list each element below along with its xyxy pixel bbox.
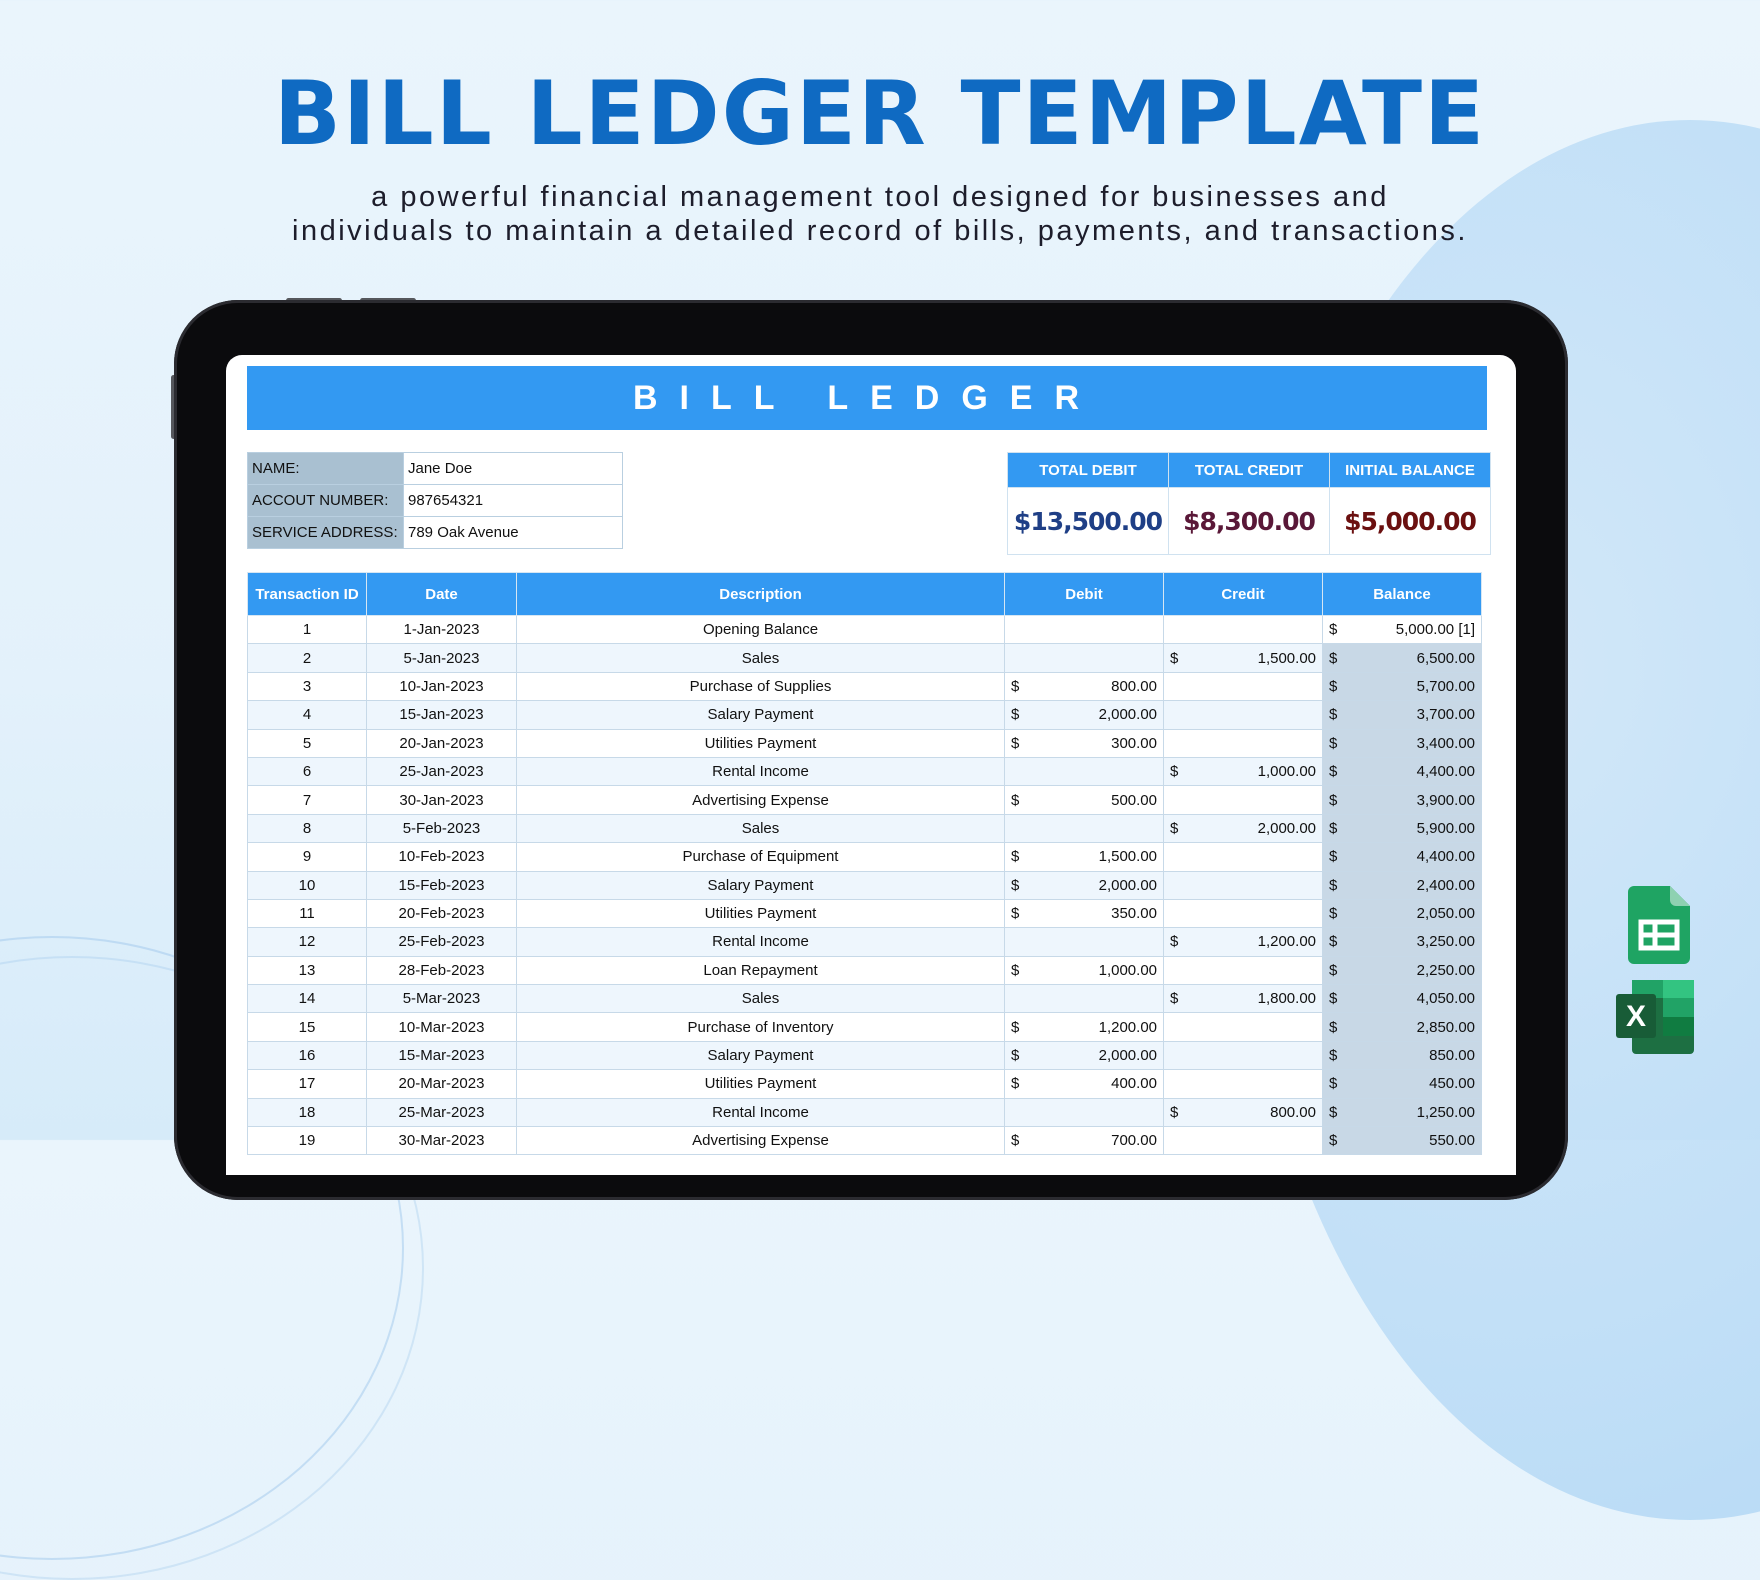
google-sheets-icon[interactable] [1628, 886, 1690, 964]
transaction-date[interactable]: 25-Jan-2023 [367, 757, 517, 785]
currency-symbol: $ [1329, 961, 1338, 979]
transaction-description[interactable]: Purchase of Equipment [517, 843, 1005, 871]
currency-symbol: $ [1329, 1018, 1338, 1036]
info-row [248, 485, 623, 517]
subtitle-line-2: individuals to maintain a detailed record of bills, payments, and transactions. [292, 215, 1468, 247]
currency-symbol: $ [1329, 819, 1338, 837]
transaction-description[interactable]: Purchase of Supplies [517, 672, 1005, 700]
transaction-date[interactable]: 5-Jan-2023 [367, 644, 517, 672]
amount-cell[interactable] [1323, 1127, 1482, 1155]
amount-cell[interactable] [1005, 1127, 1164, 1155]
transaction-id[interactable]: 18 [248, 1098, 367, 1126]
amount-value: 550.00 [1429, 1132, 1475, 1150]
amount-cell[interactable] [1323, 1013, 1482, 1041]
amount-value: 1,000.00 [1257, 763, 1316, 781]
table-row [248, 616, 1482, 644]
empty-cell[interactable] [1164, 786, 1323, 814]
transaction-id[interactable]: 4 [248, 701, 367, 729]
column-header[interactable]: Transaction ID [248, 573, 367, 616]
transaction-date[interactable]: 30-Jan-2023 [367, 786, 517, 814]
transaction-date[interactable]: 1-Jan-2023 [367, 616, 517, 644]
amount-value: 4,050.00 [1416, 990, 1475, 1008]
amount-cell[interactable] [1164, 1098, 1323, 1126]
amount-value: 850.00 [1429, 1047, 1475, 1065]
transaction-date[interactable]: 15-Jan-2023 [367, 701, 517, 729]
ledger-table [247, 572, 1482, 1155]
currency-symbol: $ [1329, 1075, 1338, 1093]
total-label: INITIAL BALANCE [1330, 453, 1491, 488]
transaction-description[interactable]: Advertising Expense [517, 1127, 1005, 1155]
amount-value: 3,700.00 [1416, 706, 1475, 724]
page-title: BILL LEDGER TEMPLATE [273, 62, 1487, 165]
column-header[interactable]: Debit [1005, 573, 1164, 616]
transaction-date[interactable]: 20-Feb-2023 [367, 899, 517, 927]
empty-cell[interactable] [1005, 644, 1164, 672]
column-header[interactable]: Description [517, 573, 1005, 616]
transaction-description[interactable]: Utilities Payment [517, 729, 1005, 757]
currency-symbol: $ [1011, 791, 1020, 809]
amount-cell[interactable] [1005, 1070, 1164, 1098]
transaction-description[interactable]: Sales [517, 985, 1005, 1013]
amount-cell[interactable] [1323, 701, 1482, 729]
currency-symbol: $ [1011, 706, 1020, 724]
currency-symbol: $ [1329, 763, 1338, 781]
currency-symbol: $ [1011, 1047, 1020, 1065]
amount-cell[interactable] [1323, 985, 1482, 1013]
transaction-id[interactable]: 8 [248, 814, 367, 842]
amount-value: 350.00 [1111, 905, 1157, 923]
transaction-id[interactable]: 7 [248, 786, 367, 814]
amount-cell[interactable] [1005, 843, 1164, 871]
transaction-id[interactable]: 11 [248, 899, 367, 927]
column-header[interactable]: Date [367, 573, 517, 616]
currency-symbol: $ [1170, 649, 1179, 667]
amount-value: 800.00 [1111, 677, 1157, 695]
amount-cell[interactable] [1323, 899, 1482, 927]
amount-cell[interactable] [1323, 672, 1482, 700]
table-row [248, 1127, 1482, 1155]
currency-symbol: $ [1170, 1103, 1179, 1121]
amount-value: 1,000.00 [1098, 961, 1157, 979]
currency-symbol: $ [1329, 905, 1338, 923]
column-header[interactable]: Credit [1164, 573, 1323, 616]
transaction-description[interactable]: Salary Payment [517, 1041, 1005, 1069]
amount-value: 2,000.00 [1098, 706, 1157, 724]
amount-value: 1,800.00 [1257, 990, 1316, 1008]
currency-symbol: $ [1011, 848, 1020, 866]
amount-value: 6,500.00 [1416, 649, 1475, 667]
transaction-description[interactable]: Rental Income [517, 928, 1005, 956]
currency-symbol: $ [1329, 621, 1338, 639]
transaction-id[interactable]: 17 [248, 1070, 367, 1098]
currency-symbol: $ [1329, 706, 1338, 724]
empty-cell[interactable] [1164, 843, 1323, 871]
amount-cell[interactable] [1005, 672, 1164, 700]
amount-value: 4,400.00 [1416, 848, 1475, 866]
empty-cell[interactable] [1164, 701, 1323, 729]
transaction-id[interactable]: 3 [248, 672, 367, 700]
currency-symbol: $ [1011, 905, 1020, 923]
currency-symbol: $ [1329, 649, 1338, 667]
table-row [248, 1070, 1482, 1098]
amount-cell[interactable] [1005, 1041, 1164, 1069]
currency-symbol: $ [1329, 677, 1338, 695]
empty-cell[interactable] [1164, 1013, 1323, 1041]
amount-value: 1,200.00 [1257, 933, 1316, 951]
page-subtitle [0, 180, 1760, 248]
amount-value: 1,200.00 [1098, 1018, 1157, 1036]
account-info-table [247, 452, 623, 549]
transaction-description[interactable]: Loan Repayment [517, 956, 1005, 984]
table-row [248, 701, 1482, 729]
currency-symbol: $ [1011, 1075, 1020, 1093]
currency-symbol: $ [1011, 961, 1020, 979]
transaction-description[interactable]: Sales [517, 814, 1005, 842]
transaction-id[interactable]: 5 [248, 729, 367, 757]
currency-symbol: $ [1329, 933, 1338, 951]
amount-cell[interactable] [1323, 956, 1482, 984]
spreadsheet-screen [226, 355, 1516, 1175]
transaction-date[interactable]: 25-Feb-2023 [367, 928, 517, 956]
amount-cell[interactable] [1005, 899, 1164, 927]
transaction-date[interactable]: 15-Mar-2023 [367, 1041, 517, 1069]
excel-glyph: X [1625, 1000, 1647, 1033]
microsoft-excel-icon[interactable] [1616, 980, 1694, 1054]
transaction-id[interactable]: 15 [248, 1013, 367, 1041]
table-row [248, 729, 1482, 757]
transaction-date[interactable]: 10-Jan-2023 [367, 672, 517, 700]
amount-cell[interactable] [1164, 757, 1323, 785]
amount-cell[interactable] [1323, 786, 1482, 814]
transaction-id[interactable]: 1 [248, 616, 367, 644]
amount-cell[interactable] [1164, 644, 1323, 672]
empty-cell[interactable] [1164, 1127, 1323, 1155]
transaction-date[interactable]: 5-Feb-2023 [367, 814, 517, 842]
transaction-id[interactable]: 13 [248, 956, 367, 984]
currency-symbol: $ [1011, 876, 1020, 894]
transaction-description[interactable]: Utilities Payment [517, 899, 1005, 927]
amount-cell[interactable] [1323, 757, 1482, 785]
amount-value: 400.00 [1111, 1075, 1157, 1093]
amount-cell[interactable] [1323, 644, 1482, 672]
currency-symbol: $ [1329, 1132, 1338, 1150]
amount-cell[interactable] [1164, 814, 1323, 842]
empty-cell[interactable] [1005, 616, 1164, 644]
amount-cell[interactable] [1323, 814, 1482, 842]
empty-cell[interactable] [1005, 757, 1164, 785]
info-value[interactable]: 987654321 [404, 485, 623, 517]
transaction-id[interactable]: 12 [248, 928, 367, 956]
transaction-id[interactable]: 9 [248, 843, 367, 871]
info-label: SERVICE ADDRESS: [248, 517, 404, 549]
currency-symbol: $ [1170, 819, 1179, 837]
currency-symbol: $ [1329, 1047, 1338, 1065]
transaction-description[interactable]: Rental Income [517, 757, 1005, 785]
amount-value: 2,850.00 [1416, 1018, 1475, 1036]
transaction-description[interactable]: Opening Balance [517, 616, 1005, 644]
total-label: TOTAL DEBIT [1008, 453, 1169, 488]
currency-symbol: $ [1011, 734, 1020, 752]
amount-value: 3,400.00 [1416, 734, 1475, 752]
amount-cell[interactable] [1164, 928, 1323, 956]
total-label: TOTAL CREDIT [1169, 453, 1330, 488]
currency-symbol: $ [1329, 990, 1338, 1008]
amount-cell[interactable] [1005, 871, 1164, 899]
empty-cell[interactable] [1164, 956, 1323, 984]
totals-table [1007, 452, 1491, 555]
amount-value: 5,000.00 [1395, 621, 1455, 639]
table-row [248, 814, 1482, 842]
empty-cell[interactable] [1164, 1041, 1323, 1069]
table-row [248, 1098, 1482, 1126]
table-row [248, 928, 1482, 956]
amount-value: 4,400.00 [1416, 763, 1475, 781]
transaction-date[interactable]: 5-Mar-2023 [367, 985, 517, 1013]
table-row [248, 786, 1482, 814]
empty-cell[interactable] [1164, 899, 1323, 927]
table-row [248, 1041, 1482, 1069]
total-value[interactable]: $8,300.00 [1169, 488, 1330, 555]
currency-symbol: $ [1329, 791, 1338, 809]
transaction-description[interactable]: Utilities Payment [517, 1070, 1005, 1098]
balance-note: [1] [1458, 621, 1475, 639]
total-value[interactable]: $5,000.00 [1330, 488, 1491, 555]
amount-value: 2,050.00 [1416, 905, 1475, 923]
transaction-description[interactable]: Sales [517, 644, 1005, 672]
table-row [248, 843, 1482, 871]
table-row [248, 956, 1482, 984]
currency-symbol: $ [1011, 677, 1020, 695]
currency-symbol: $ [1329, 848, 1338, 866]
table-row [248, 871, 1482, 899]
transaction-id[interactable]: 6 [248, 757, 367, 785]
transaction-id[interactable]: 14 [248, 985, 367, 1013]
amount-value: 450.00 [1429, 1075, 1475, 1093]
info-value[interactable]: 789 Oak Avenue [404, 517, 623, 549]
amount-cell[interactable] [1005, 1013, 1164, 1041]
amount-cell[interactable] [1005, 786, 1164, 814]
info-row [248, 453, 623, 485]
amount-cell[interactable] [1005, 701, 1164, 729]
amount-cell[interactable] [1323, 843, 1482, 871]
currency-symbol: $ [1329, 876, 1338, 894]
transaction-id[interactable]: 2 [248, 644, 367, 672]
amount-cell[interactable] [1005, 729, 1164, 757]
amount-value: 1,250.00 [1416, 1103, 1475, 1121]
transaction-date[interactable]: 25-Mar-2023 [367, 1098, 517, 1126]
amount-cell[interactable] [1323, 1070, 1482, 1098]
amount-value: 2,250.00 [1416, 961, 1475, 979]
amount-cell[interactable] [1323, 729, 1482, 757]
amount-value: 2,000.00 [1257, 819, 1316, 837]
amount-value: 2,000.00 [1098, 876, 1157, 894]
amount-value: 1,500.00 [1098, 848, 1157, 866]
column-header[interactable]: Balance [1323, 573, 1482, 616]
empty-cell[interactable] [1005, 928, 1164, 956]
transaction-date[interactable]: 10-Mar-2023 [367, 1013, 517, 1041]
transaction-description[interactable]: Advertising Expense [517, 786, 1005, 814]
currency-symbol: $ [1011, 1132, 1020, 1150]
empty-cell[interactable] [1164, 871, 1323, 899]
empty-cell[interactable] [1164, 672, 1323, 700]
transaction-description[interactable]: Rental Income [517, 1098, 1005, 1126]
amount-value: 2,000.00 [1098, 1047, 1157, 1065]
empty-cell[interactable] [1005, 814, 1164, 842]
total-value[interactable]: $13,500.00 [1008, 488, 1169, 555]
amount-value: 300.00 [1111, 734, 1157, 752]
amount-value: 5,700.00 [1416, 677, 1475, 695]
amount-cell[interactable] [1005, 956, 1164, 984]
ledger-banner: BILL LEDGER [247, 366, 1487, 430]
empty-cell[interactable] [1164, 1070, 1323, 1098]
empty-cell[interactable] [1005, 1098, 1164, 1126]
table-row [248, 757, 1482, 785]
amount-cell[interactable] [1164, 985, 1323, 1013]
currency-symbol: $ [1170, 763, 1179, 781]
amount-value: 3,250.00 [1416, 933, 1475, 951]
currency-symbol: $ [1170, 990, 1179, 1008]
empty-cell[interactable] [1005, 985, 1164, 1013]
transaction-id[interactable]: 10 [248, 871, 367, 899]
amount-cell[interactable] [1323, 1098, 1482, 1126]
amount-cell[interactable] [1323, 1041, 1482, 1069]
info-label: ACCOUT NUMBER: [248, 485, 404, 517]
table-row [248, 644, 1482, 672]
amount-cell[interactable] [1323, 871, 1482, 899]
amount-value: 2,400.00 [1416, 876, 1475, 894]
subtitle-line-1: a powerful financial management tool designed for businesses and [371, 181, 1389, 213]
transaction-description[interactable]: Purchase of Inventory [517, 1013, 1005, 1041]
amount-value: 800.00 [1270, 1103, 1316, 1121]
info-value[interactable]: Jane Doe [404, 453, 623, 485]
info-row [248, 517, 623, 549]
currency-symbol: $ [1170, 933, 1179, 951]
transaction-date[interactable]: 28-Feb-2023 [367, 956, 517, 984]
table-row [248, 899, 1482, 927]
amount-cell[interactable] [1323, 616, 1482, 644]
transaction-date[interactable]: 20-Jan-2023 [367, 729, 517, 757]
transaction-id[interactable]: 19 [248, 1127, 367, 1155]
empty-cell[interactable] [1164, 616, 1323, 644]
amount-value: 700.00 [1111, 1132, 1157, 1150]
transaction-description[interactable]: Salary Payment [517, 871, 1005, 899]
empty-cell[interactable] [1164, 729, 1323, 757]
transaction-id[interactable]: 16 [248, 1041, 367, 1069]
amount-cell[interactable] [1323, 928, 1482, 956]
currency-symbol: $ [1329, 734, 1338, 752]
table-row [248, 672, 1482, 700]
amount-value: 1,500.00 [1257, 649, 1316, 667]
transaction-description[interactable]: Salary Payment [517, 701, 1005, 729]
transaction-date[interactable]: 10-Feb-2023 [367, 843, 517, 871]
currency-symbol: $ [1011, 1018, 1020, 1036]
info-label: NAME: [248, 453, 404, 485]
currency-symbol: $ [1329, 1103, 1338, 1121]
transaction-date[interactable]: 30-Mar-2023 [367, 1127, 517, 1155]
table-row [248, 1013, 1482, 1041]
amount-value: 500.00 [1111, 791, 1157, 809]
amount-value: 3,900.00 [1416, 791, 1475, 809]
transaction-date[interactable]: 20-Mar-2023 [367, 1070, 517, 1098]
transaction-date[interactable]: 15-Feb-2023 [367, 871, 517, 899]
table-row [248, 985, 1482, 1013]
amount-value: 5,900.00 [1416, 819, 1475, 837]
